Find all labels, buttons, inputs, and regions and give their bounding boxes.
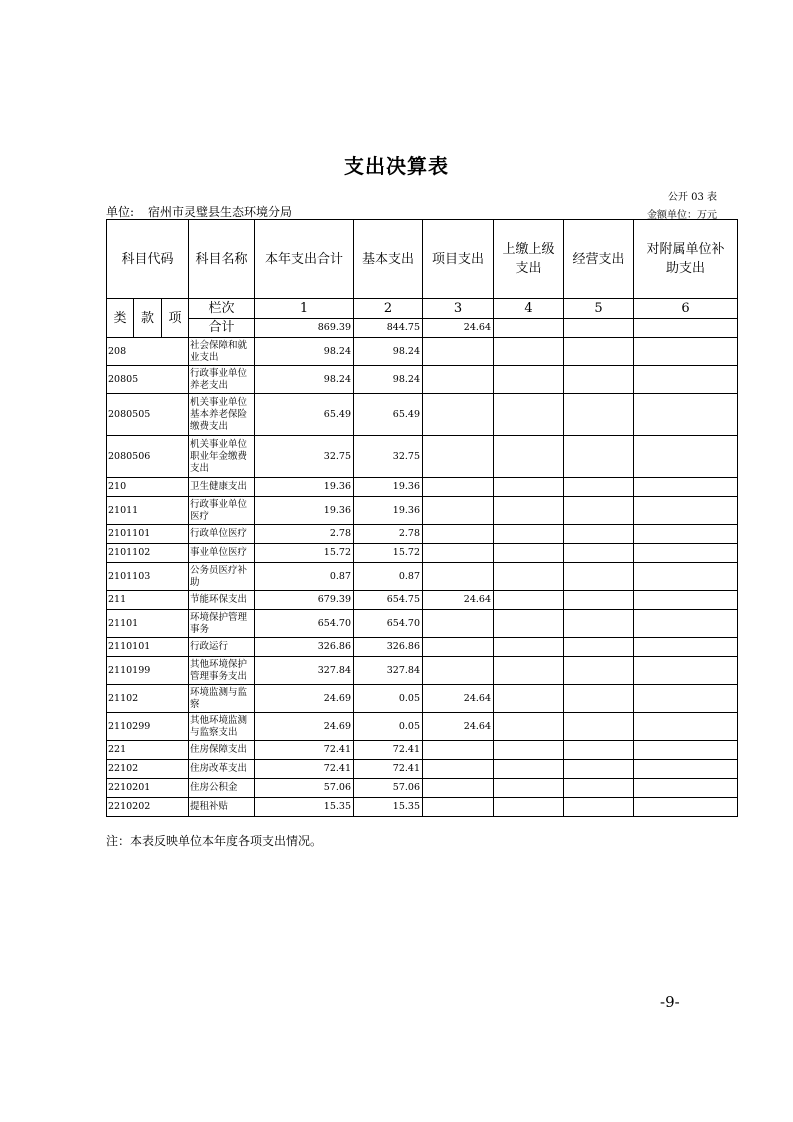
row-code: 21101 (107, 610, 189, 638)
total-upper (494, 319, 564, 338)
row-subsidiary (634, 525, 738, 544)
row-basic: 65.49 (354, 394, 423, 436)
row-basic: 19.36 (354, 478, 423, 497)
unit-label: 单位: (106, 205, 135, 219)
row-total: 98.24 (255, 366, 354, 394)
row-basic: 327.84 (354, 657, 423, 685)
row-name: 行政事业单位医疗 (189, 497, 255, 525)
amount-unit: 金额单位：万元 (647, 210, 717, 221)
header-row (107, 220, 738, 299)
row-basic: 57.06 (354, 779, 423, 798)
row-upper (494, 366, 564, 394)
row-upper (494, 394, 564, 436)
row-project (423, 760, 494, 779)
table-row (107, 394, 738, 436)
row-subsidiary (634, 497, 738, 525)
total-basic: 844.75 (354, 319, 423, 338)
row-basic: 72.41 (354, 760, 423, 779)
row-project (423, 497, 494, 525)
row-total: 19.36 (255, 497, 354, 525)
row-name: 公务员医疗补助 (189, 563, 255, 591)
row-project (423, 394, 494, 436)
row-name: 住房公积金 (189, 779, 255, 798)
row-upper (494, 497, 564, 525)
row-upper (494, 544, 564, 563)
row-total: 679.39 (255, 591, 354, 610)
row-project (423, 478, 494, 497)
row-subsidiary (634, 713, 738, 741)
row-basic: 72.41 (354, 741, 423, 760)
table-row (107, 610, 738, 638)
row-code: 2080506 (107, 436, 189, 478)
table-row (107, 760, 738, 779)
row-basic: 0.05 (354, 685, 423, 713)
row-code: 2210202 (107, 798, 189, 817)
row-business (564, 713, 634, 741)
row-name: 其他环境保护管理事务支出 (189, 657, 255, 685)
row-subsidiary (634, 779, 738, 798)
row-business (564, 741, 634, 760)
row-business (564, 798, 634, 817)
row-subsidiary (634, 591, 738, 610)
row-project (423, 544, 494, 563)
row-total: 65.49 (255, 394, 354, 436)
row-code: 2210201 (107, 779, 189, 798)
row-code: 20805 (107, 366, 189, 394)
row-business (564, 478, 634, 497)
row-upper (494, 779, 564, 798)
row-basic: 0.87 (354, 563, 423, 591)
row-upper (494, 760, 564, 779)
col-num-6: 6 (634, 299, 738, 319)
row-total: 72.41 (255, 760, 354, 779)
table-row (107, 638, 738, 657)
row-project (423, 525, 494, 544)
row-upper (494, 478, 564, 497)
row-business (564, 394, 634, 436)
row-total: 654.70 (255, 610, 354, 638)
header-upper-text: 上缴上级支出 (502, 242, 555, 276)
row-business (564, 638, 634, 657)
table-row (107, 544, 738, 563)
row-project (423, 610, 494, 638)
header-total: 本年支出合计 (255, 220, 354, 299)
row-business (564, 338, 634, 366)
header-subsidiary (634, 220, 738, 299)
row-upper (494, 610, 564, 638)
row-subsidiary (634, 798, 738, 817)
col-num-2: 2 (354, 299, 423, 319)
total-sum: 869.39 (255, 319, 354, 338)
row-name: 行政运行 (189, 638, 255, 657)
row-total: 15.72 (255, 544, 354, 563)
row-upper (494, 525, 564, 544)
row-code: 2110299 (107, 713, 189, 741)
row-project (423, 436, 494, 478)
row-basic: 0.05 (354, 713, 423, 741)
table-row (107, 525, 738, 544)
row-subsidiary (634, 760, 738, 779)
table-row (107, 713, 738, 741)
row-name: 行政单位医疗 (189, 525, 255, 544)
row-project: 24.64 (423, 685, 494, 713)
row-code: 2110199 (107, 657, 189, 685)
total-subsidiary (634, 319, 738, 338)
row-name: 行政事业单位养老支出 (189, 366, 255, 394)
row-name: 节能环保支出 (189, 591, 255, 610)
table-row (107, 591, 738, 610)
row-name: 事业单位医疗 (189, 544, 255, 563)
row-basic: 32.75 (354, 436, 423, 478)
row-business (564, 366, 634, 394)
row-total: 24.69 (255, 685, 354, 713)
row-name: 提租补贴 (189, 798, 255, 817)
row-upper (494, 563, 564, 591)
row-name: 卫生健康支出 (189, 478, 255, 497)
page-number: -9- (660, 993, 680, 1011)
header-section: 款 (134, 299, 162, 338)
row-upper (494, 338, 564, 366)
row-subsidiary (634, 685, 738, 713)
row-basic: 326.86 (354, 638, 423, 657)
row-subsidiary (634, 436, 738, 478)
row-business (564, 563, 634, 591)
row-basic: 654.70 (354, 610, 423, 638)
table-row (107, 338, 738, 366)
row-business (564, 436, 634, 478)
row-code: 2101101 (107, 525, 189, 544)
row-code: 210 (107, 478, 189, 497)
row-name: 机关事业单位基本养老保险缴费支出 (189, 394, 255, 436)
row-business (564, 685, 634, 713)
row-total: 24.69 (255, 713, 354, 741)
row-basic: 15.35 (354, 798, 423, 817)
row-total: 327.84 (255, 657, 354, 685)
row-name: 机关事业单位职业年金缴费支出 (189, 436, 255, 478)
row-business (564, 760, 634, 779)
table-row (107, 741, 738, 760)
row-subsidiary (634, 478, 738, 497)
table-row (107, 779, 738, 798)
row-total: 15.35 (255, 798, 354, 817)
row-name: 环境保护管理事务 (189, 610, 255, 638)
table-row (107, 685, 738, 713)
row-total: 98.24 (255, 338, 354, 366)
total-row (107, 319, 738, 338)
row-project (423, 741, 494, 760)
table-note: 注：本表反映单位本年度各项支出情况。 (106, 834, 323, 848)
table-row (107, 497, 738, 525)
unit-name: 宿州市灵璧县生态环境分局 (148, 205, 293, 219)
row-subsidiary (634, 366, 738, 394)
row-code: 2110101 (107, 638, 189, 657)
header-code: 科目代码 (107, 220, 189, 299)
header-class: 类 (107, 299, 134, 338)
total-business (564, 319, 634, 338)
row-project: 24.64 (423, 591, 494, 610)
row-basic: 654.75 (354, 591, 423, 610)
expenditure-table (106, 219, 738, 817)
col-num-5: 5 (564, 299, 634, 319)
row-business (564, 525, 634, 544)
row-subsidiary (634, 610, 738, 638)
row-basic: 2.78 (354, 525, 423, 544)
row-business (564, 610, 634, 638)
row-name: 住房保障支出 (189, 741, 255, 760)
header-item: 项 (162, 299, 189, 338)
col-num-4: 4 (494, 299, 564, 319)
header-name: 科目名称 (189, 220, 255, 299)
header-business: 经营支出 (564, 220, 634, 299)
col-num-1: 1 (255, 299, 354, 319)
column-number-row (107, 299, 738, 319)
row-business (564, 497, 634, 525)
row-code: 22102 (107, 760, 189, 779)
row-upper (494, 741, 564, 760)
row-name: 环境监测与监察 (189, 685, 255, 713)
row-upper (494, 685, 564, 713)
row-project (423, 638, 494, 657)
row-project (423, 366, 494, 394)
row-total: 2.78 (255, 525, 354, 544)
row-project (423, 779, 494, 798)
row-subsidiary (634, 338, 738, 366)
header-upper (494, 220, 564, 299)
row-total: 72.41 (255, 741, 354, 760)
row-project (423, 798, 494, 817)
row-code: 211 (107, 591, 189, 610)
col-num-3: 3 (423, 299, 494, 319)
row-upper (494, 798, 564, 817)
row-business (564, 779, 634, 798)
page-title: 支出决算表 (344, 154, 449, 178)
row-name: 其他环境监测与监察支出 (189, 713, 255, 741)
row-business (564, 591, 634, 610)
column-label: 栏次 (189, 299, 255, 319)
row-code: 208 (107, 338, 189, 366)
row-name: 社会保障和就业支出 (189, 338, 255, 366)
unit-line (106, 203, 292, 220)
row-upper (494, 436, 564, 478)
row-project (423, 657, 494, 685)
row-code: 21011 (107, 497, 189, 525)
row-project: 24.64 (423, 713, 494, 741)
row-basic: 19.36 (354, 497, 423, 525)
row-subsidiary (634, 563, 738, 591)
row-name: 住房改革支出 (189, 760, 255, 779)
row-project (423, 338, 494, 366)
table-row (107, 798, 738, 817)
row-subsidiary (634, 741, 738, 760)
total-project: 24.64 (423, 319, 494, 338)
row-code: 221 (107, 741, 189, 760)
table-row (107, 436, 738, 478)
row-total: 32.75 (255, 436, 354, 478)
row-subsidiary (634, 657, 738, 685)
row-code: 2101102 (107, 544, 189, 563)
header-subsidiary-text: 对附属单位补助支出 (646, 242, 725, 276)
row-business (564, 657, 634, 685)
row-subsidiary (634, 394, 738, 436)
table-row (107, 657, 738, 685)
row-code: 2080505 (107, 394, 189, 436)
row-project (423, 563, 494, 591)
row-total: 326.86 (255, 638, 354, 657)
total-label: 合计 (189, 319, 255, 338)
row-business (564, 544, 634, 563)
row-upper (494, 713, 564, 741)
row-subsidiary (634, 638, 738, 657)
row-total: 19.36 (255, 478, 354, 497)
row-basic: 15.72 (354, 544, 423, 563)
row-basic: 98.24 (354, 366, 423, 394)
row-basic: 98.24 (354, 338, 423, 366)
header-project: 项目支出 (423, 220, 494, 299)
header-basic: 基本支出 (354, 220, 423, 299)
row-code: 2101103 (107, 563, 189, 591)
row-total: 57.06 (255, 779, 354, 798)
row-upper (494, 638, 564, 657)
row-upper (494, 591, 564, 610)
table-row (107, 563, 738, 591)
table-row (107, 366, 738, 394)
row-upper (494, 657, 564, 685)
row-subsidiary (634, 544, 738, 563)
form-number: 公开 03 表 (667, 192, 717, 203)
row-total: 0.87 (255, 563, 354, 591)
table-row (107, 478, 738, 497)
row-code: 21102 (107, 685, 189, 713)
